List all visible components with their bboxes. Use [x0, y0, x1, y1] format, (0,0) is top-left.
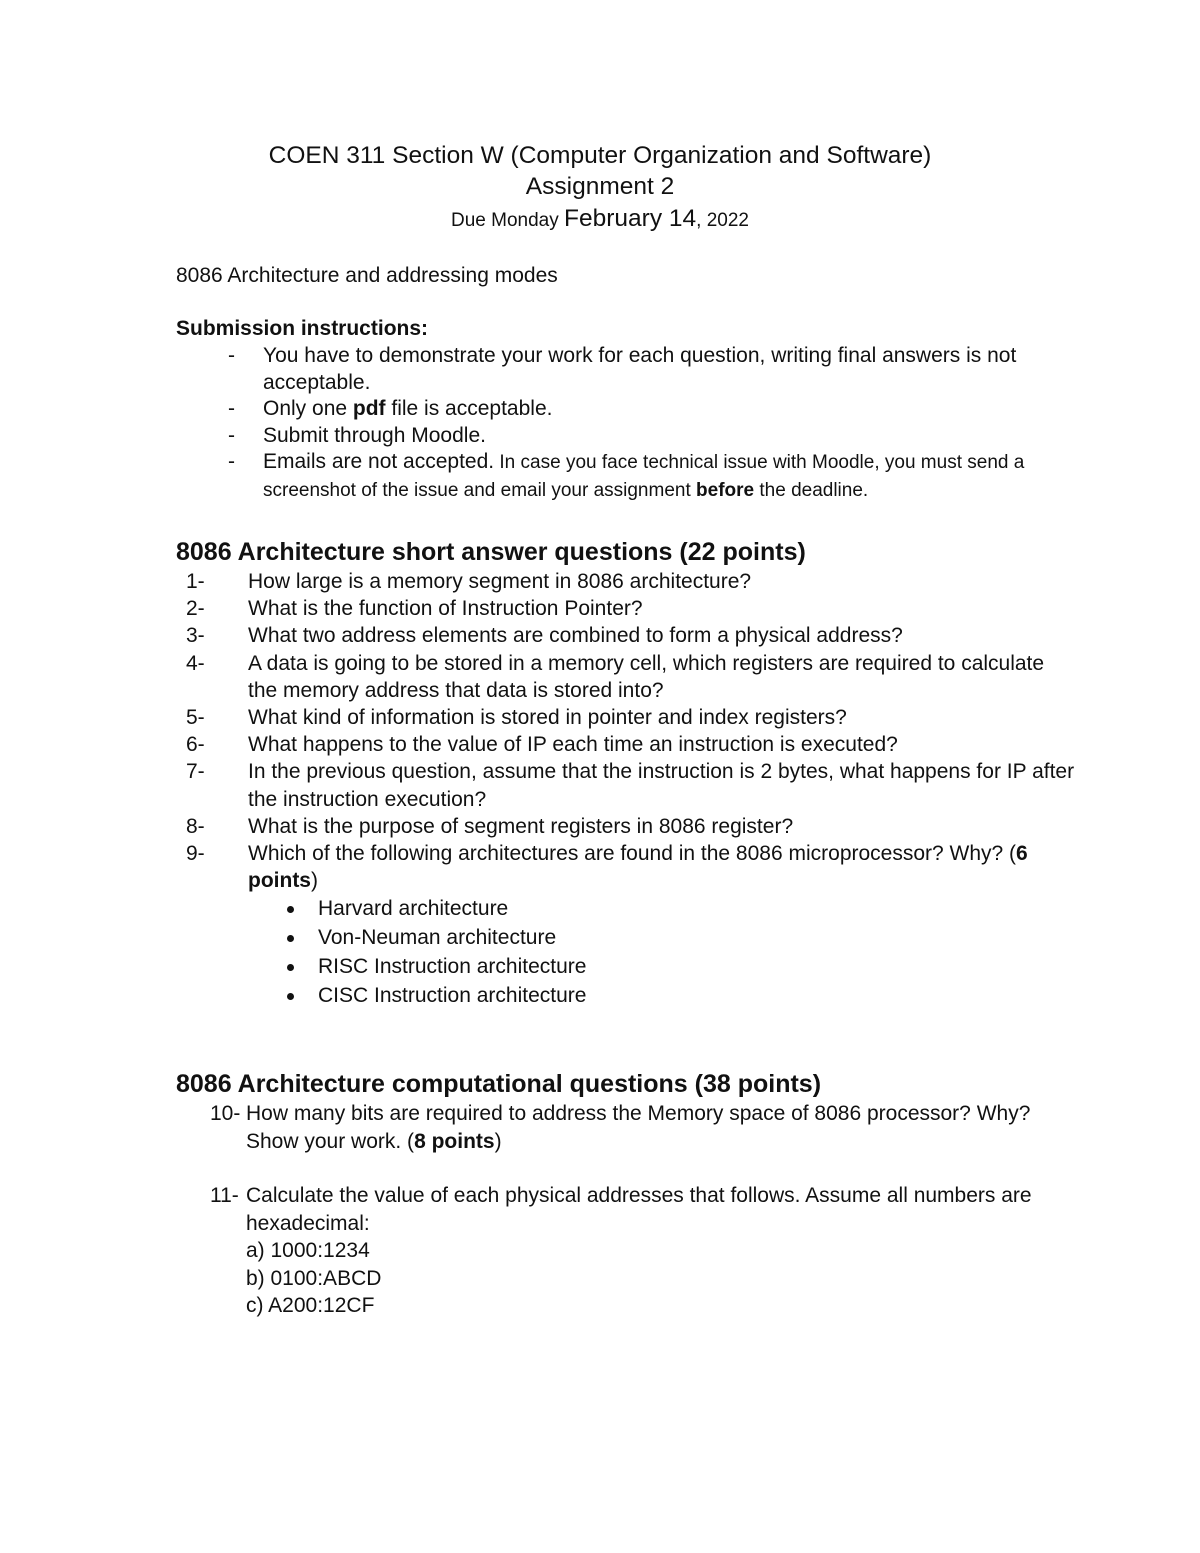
question-list	[176, 568, 1076, 894]
question-item: 7- In the previous question, assume that the instruction is 2 bytes, what happens for IP after the instruction execution?	[186, 760, 1075, 811]
address-option: a) 1000:1234	[246, 1239, 370, 1262]
question-item: 9- Which of the following architectures are found in the 8086 microprocessor? Why? (6 points)	[186, 842, 1028, 893]
architecture-options	[176, 894, 1076, 1010]
address-option: c) A200:12CF	[246, 1294, 375, 1317]
question-item: 2- What is the function of Instruction Pointer?	[186, 597, 643, 621]
question-item: 1- How large is a memory segment in 8086 architecture?	[186, 570, 752, 593]
due-date: Due Monday February 14, 2022	[451, 205, 749, 232]
question-item: 10- How many bits are required to address the Memory space of 8086 processor? Why? Show your work. (8 points)	[210, 1102, 1031, 1153]
section-heading: 8086 Architecture short answer questions (22 points)	[176, 538, 806, 566]
bullet-icon	[287, 993, 294, 1000]
submission-item: - Only one pdf file is acceptable.	[228, 397, 553, 420]
topic-subtitle: 8086 Architecture and addressing modes	[176, 264, 558, 287]
submission-item: - Emails are not accepted. In case you face technical issue with Moodle, you must send a screenshot of the issue and email your assignment before the deadline.	[228, 450, 1025, 501]
section-short-answer	[176, 536, 1076, 1010]
submission-heading: Submission instructions:	[176, 317, 429, 340]
bullet-icon	[287, 964, 294, 971]
section-heading: 8086 Architecture computational questions (38 points)	[176, 1070, 822, 1098]
assignment-title: Assignment 2	[525, 173, 675, 200]
question-item: 5- What kind of information is stored in pointer and index registers?	[186, 706, 847, 730]
submission-list	[176, 343, 1076, 504]
question-item: 8- What is the purpose of segment registers in 8086 register?	[186, 814, 794, 838]
option-item: Von-Neuman architecture	[176, 923, 1076, 952]
option-item: RISC Instruction architecture	[176, 952, 1076, 981]
option-item: CISC Instruction architecture	[176, 981, 1076, 1010]
question-item: 4- A data is going to be stored in a memory cell, which registers are required to calculate the memory address that data is stored into?	[186, 651, 1045, 702]
question-item: 11- Calculate the value of each physical addresses that follows. Assume all numbers are hexadecimal:	[210, 1184, 1032, 1235]
question-item: 3- What two address elements are combined to form a physical address?	[186, 624, 903, 648]
question-item: 6- What happens to the value of IP each time an instruction is executed?	[186, 733, 898, 757]
course-title: COEN 311 Section W (Computer Organization and Software)	[268, 142, 932, 169]
submission-item: - Submit through Moodle.	[228, 423, 486, 447]
bullet-icon	[287, 935, 294, 942]
address-option: b) 0100:ABCD	[246, 1266, 382, 1290]
section-computational	[176, 1068, 1076, 1320]
submission-item: - You have to demonstrate your work for each question, writing final answers is not acceptable.	[228, 344, 1017, 394]
document-header	[0, 140, 1200, 238]
bullet-icon	[287, 906, 294, 913]
option-item: Harvard architecture	[176, 894, 1076, 923]
